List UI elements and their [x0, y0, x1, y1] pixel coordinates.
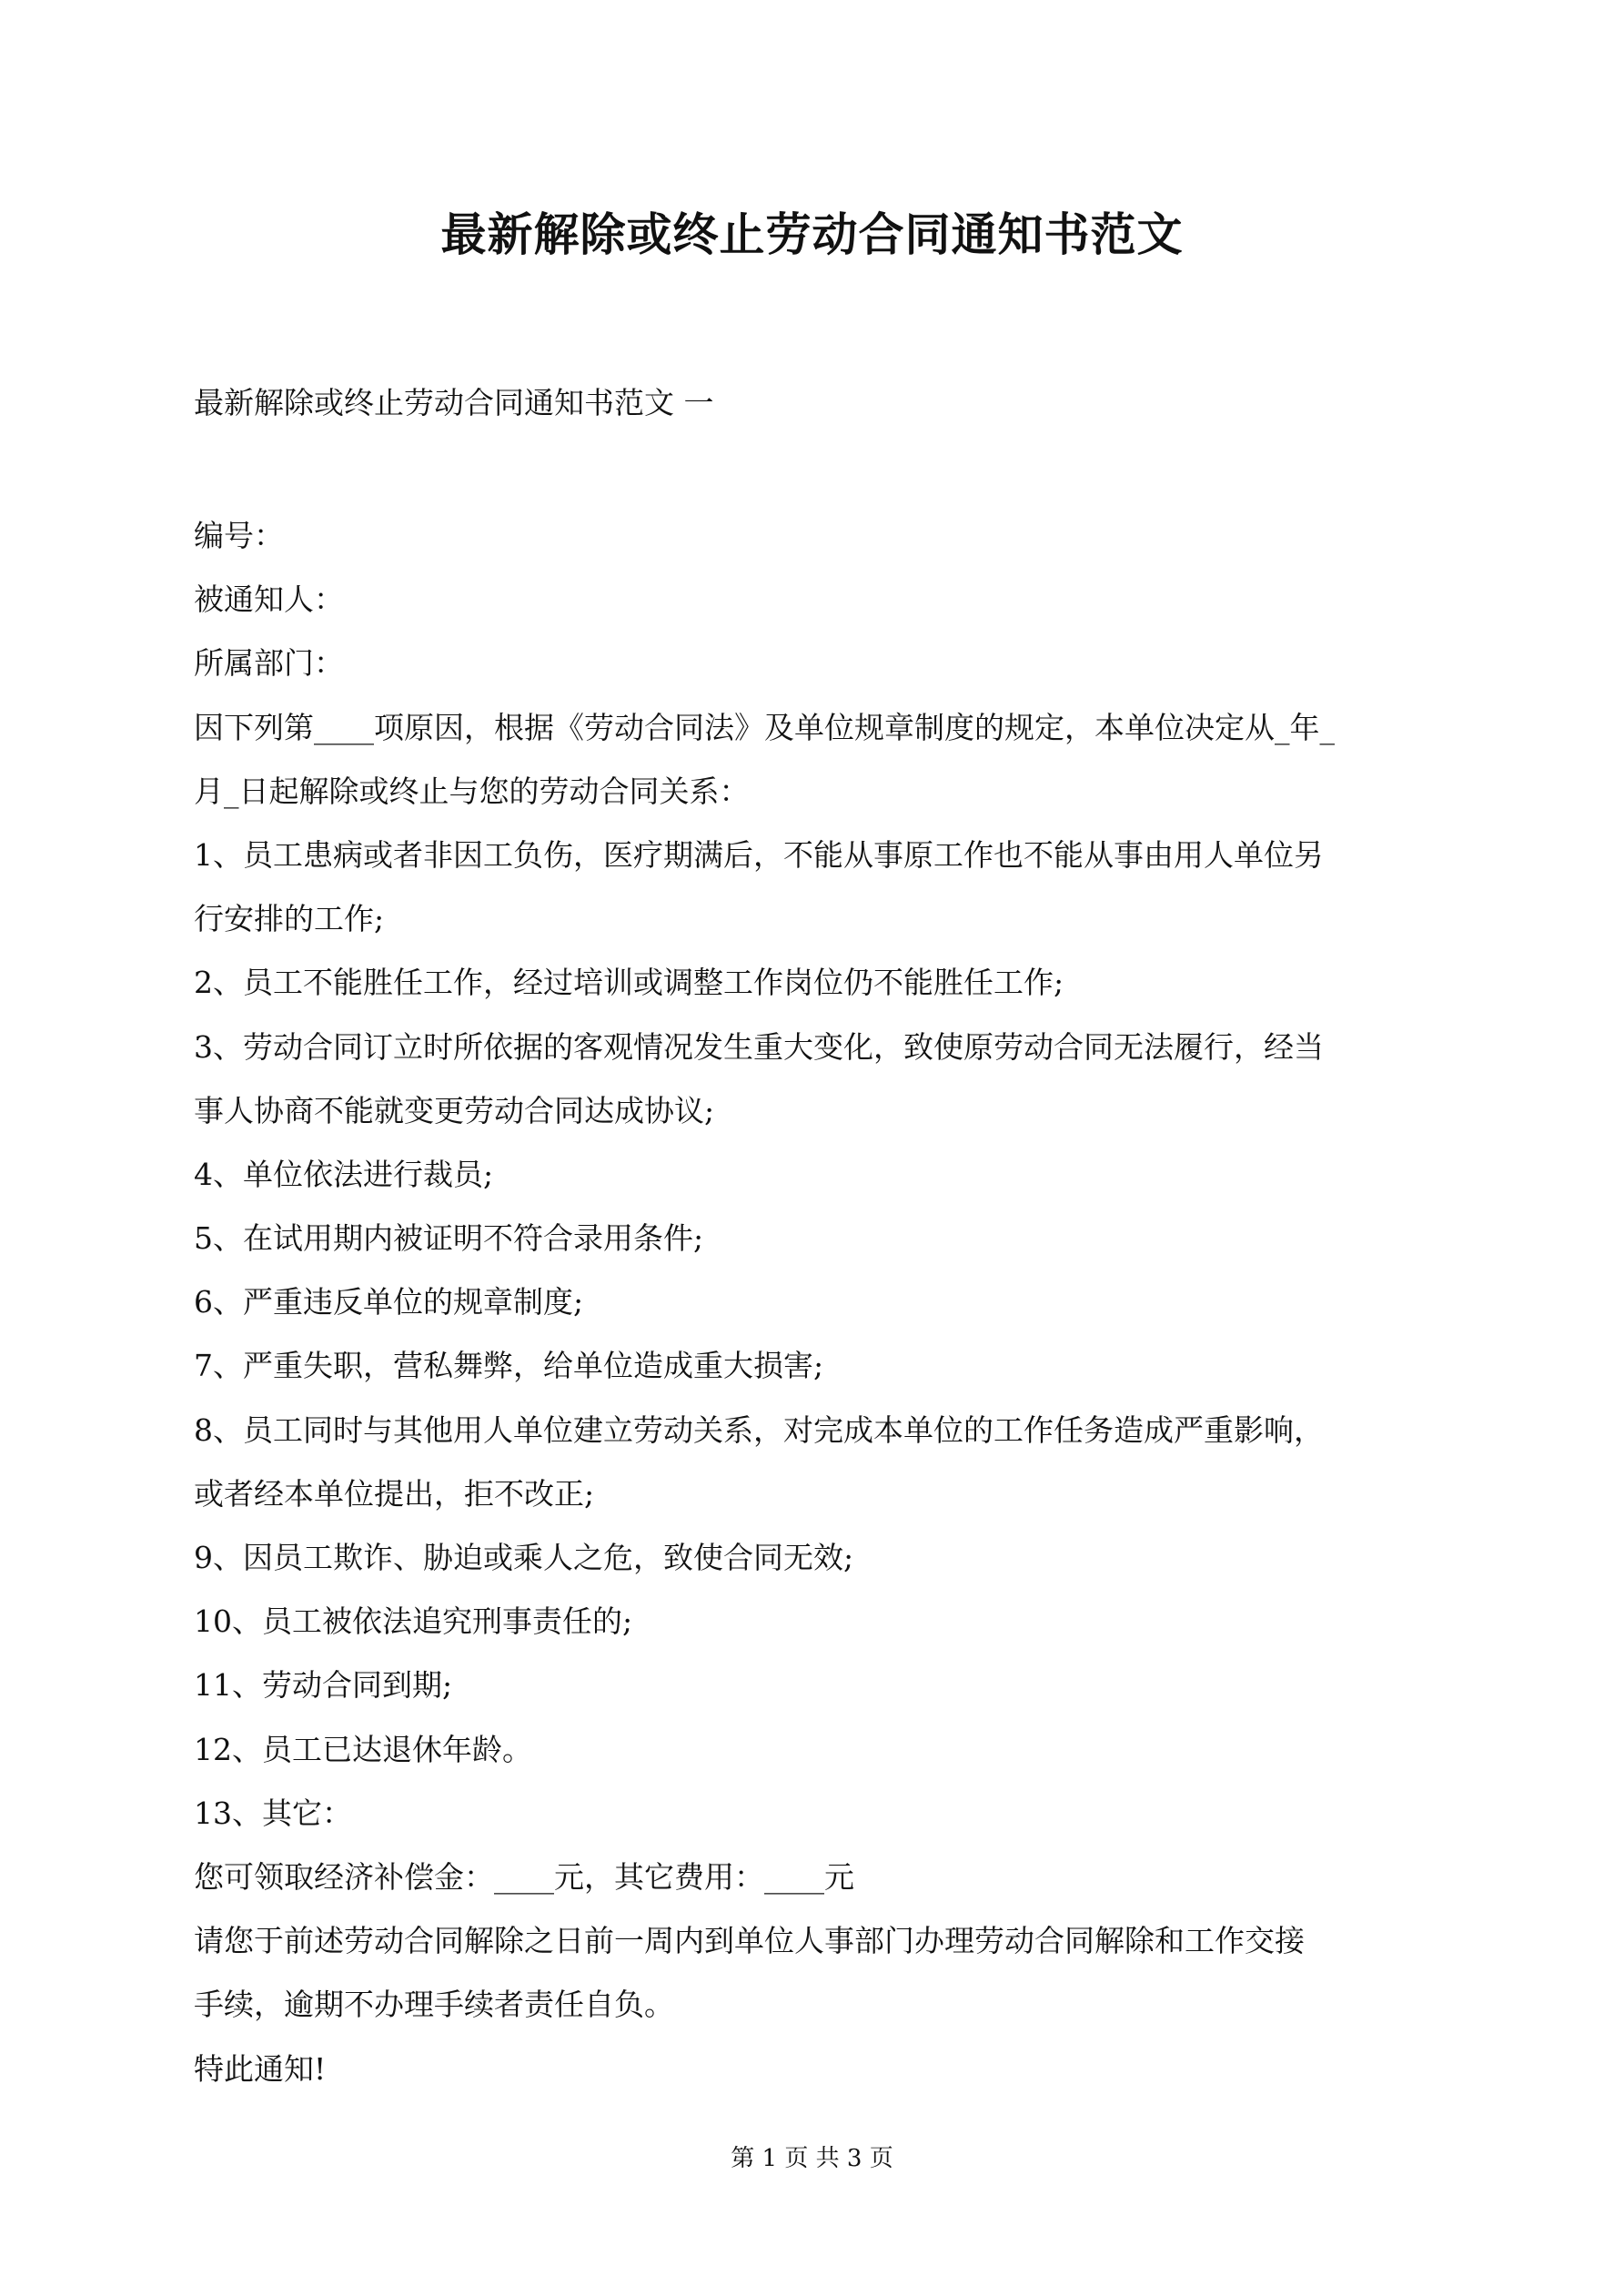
body-line: 9、因员工欺诈、胁迫或乘人之危，致使合同无效;	[194, 1540, 854, 1575]
body-line: 12、员工已达退休年龄。	[194, 1731, 532, 1767]
body-line: 被通知人：	[194, 582, 344, 618]
document-title: 最新解除或终止劳动合同通知书范文	[440, 207, 1184, 261]
body-line: 13、其它：	[194, 1795, 352, 1831]
body-line: 事人协商不能就变更劳动合同达成协议;	[194, 1092, 715, 1128]
body-line: 11、劳动合同到期;	[194, 1667, 453, 1704]
body-line: 手续，逾期不办理手续者责任自负。	[194, 1987, 674, 2023]
body-line: 所属部门：	[194, 645, 344, 682]
document-body	[194, 513, 1440, 2110]
body-line: 您可领取经济补偿金：____元，其它费用：____元	[194, 1858, 854, 1895]
body-line: 10、员工被依法追究刑事责任的;	[194, 1603, 633, 1640]
body-line: 编号：	[194, 518, 284, 553]
page-number-footer: 第 1 页 共 3 页	[731, 2145, 893, 2172]
body-line: 或者经本单位提出，拒不改正;	[194, 1475, 595, 1512]
body-line: 4、单位依法进行裁员;	[194, 1156, 494, 1192]
document-subtitle: 最新解除或终止劳动合同通知书范文 一	[194, 385, 714, 420]
body-line: 5、在试用期内被证明不符合录用条件;	[194, 1220, 704, 1257]
body-line: 月_日起解除或终止与您的劳动合同关系：	[194, 773, 750, 809]
body-line: 3、劳动合同订立时所依据的客观情况发生重大变化，致使原劳动合同无法履行，经当	[194, 1028, 1324, 1065]
body-line: 特此通知!	[194, 2050, 327, 2087]
body-line: 6、严重违反单位的规章制度;	[194, 1284, 584, 1320]
body-line: 8、员工同时与其他用人单位建立劳动关系，对完成本单位的工作任务造成严重影响，	[194, 1411, 1324, 1448]
body-line: 1、员工患病或者非因工负伤，医疗期满后，不能从事原工作也不能从事由用人单位另	[194, 836, 1324, 873]
body-line: 因下列第____项原因，根据《劳动合同法》及单位规章制度的规定，本单位决定从_年_	[194, 709, 1335, 745]
body-line: 2、员工不能胜任工作，经过培训或调整工作岗位仍不能胜任工作;	[194, 965, 1064, 1001]
body-line: 请您于前述劳动合同解除之日前一周内到单位人事部门办理劳动合同解除和工作交接	[194, 1923, 1305, 1959]
body-line: 7、严重失职，营私舞弊，给单位造成重大损害;	[194, 1348, 824, 1384]
body-line: 行安排的工作;	[194, 901, 385, 937]
